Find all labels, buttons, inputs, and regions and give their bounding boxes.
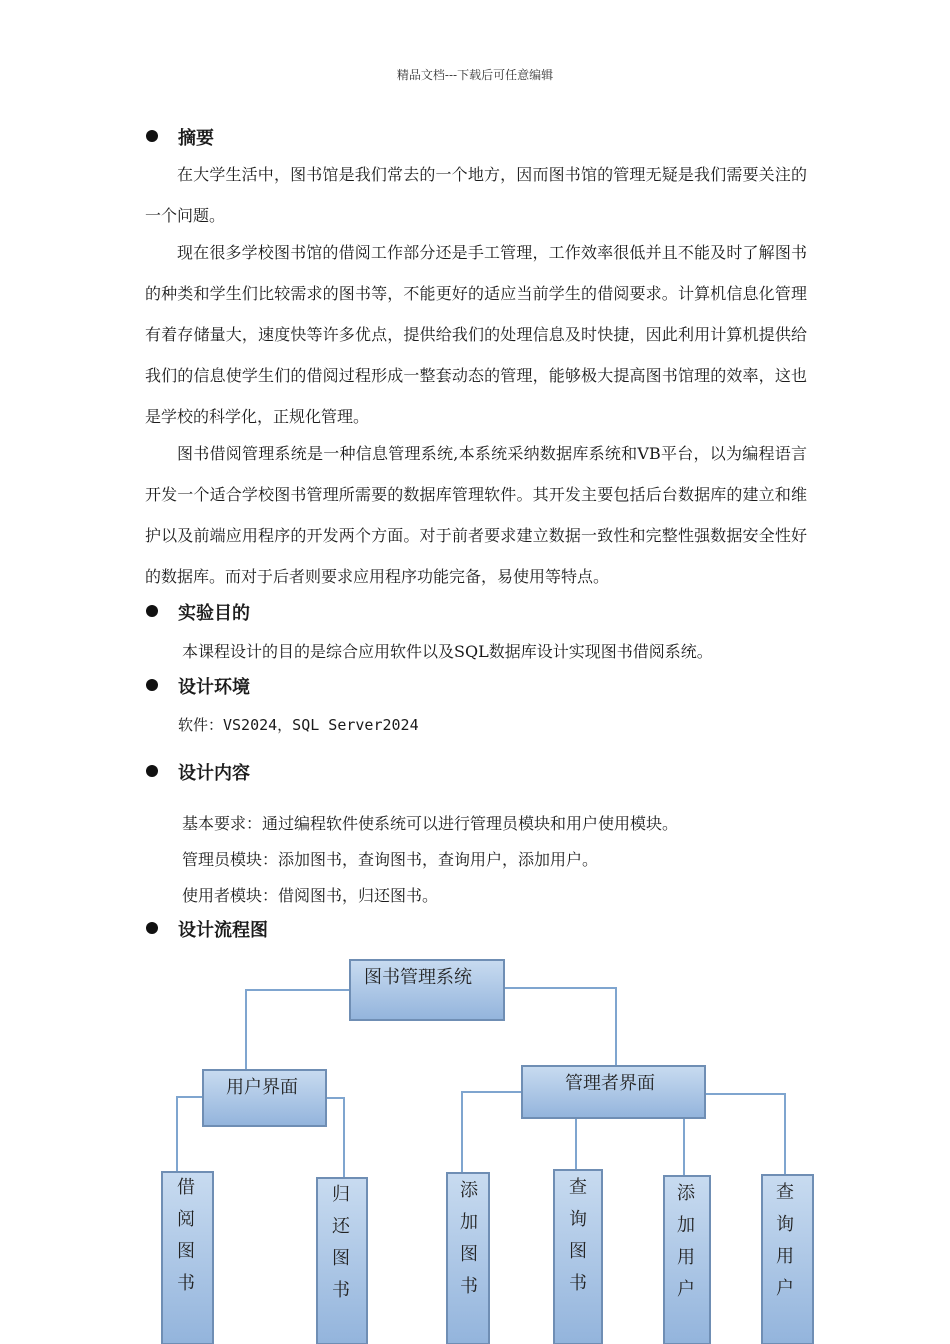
flowchart-leaf-char: 户	[677, 1279, 695, 1300]
flowchart-leaf-char: 用	[776, 1246, 794, 1267]
section-heading-environment: 设计环境	[178, 677, 250, 698]
flowchart-leaf-char: 图	[332, 1248, 350, 1269]
abstract-paragraph-3: 图书借阅管理系统是一种信息管理系统,本系统采纳数据库系统和VB平台，以为编程语言开发一个适合学校图书管理所需要的数据库管理软件。其开发主要包括后台数据库的建立和维护以及前端应用程序的开发两个方面。对于前者要求建立数据一致性和完整性强数据安全性好的数据库。而对于后者则要求应用程序功能完备，易使用等特点。	[145, 444, 807, 586]
flowchart-leaf-char: 添	[460, 1180, 478, 1201]
flowchart-leaf-char: 用	[677, 1247, 695, 1268]
flowchart-leaf-char: 书	[332, 1280, 350, 1301]
flowchart-leaf-char: 加	[460, 1212, 478, 1233]
connector-admin-right	[706, 1094, 785, 1176]
section-heading-purpose: 实验目的	[178, 603, 250, 624]
flowchart-leaf-char: 图	[177, 1241, 195, 1262]
flowchart-leaf-char: 询	[569, 1209, 587, 1230]
abstract-paragraph-2: 现在很多学校图书馆的借阅工作部分还是手工管理，工作效率很低并且不能及时了解图书的种类和学生们比较需求的图书等，不能更好的适应当前学生的借阅要求。计算机信息化管理有着存储量大，速度快等许多优点，提供给我们的处理信息及时快捷，因此利用计算机提供给我们的信息使学生们的借阅过程形成一整套动态的管理，能够极大提高图书馆理的效率，这也是学校的科学化，正规化管理。	[145, 243, 807, 426]
flowchart-leaf-char: 添	[677, 1183, 695, 1204]
bullet-icon	[146, 765, 158, 777]
flowchart-leaf-char: 归	[332, 1184, 350, 1205]
content-line-user: 使用者模块：借阅图书，归还图书。	[182, 886, 439, 905]
connector-root-right	[504, 988, 616, 1066]
flowchart-leaf-char: 图	[569, 1241, 587, 1262]
connector-user-right	[326, 1098, 344, 1180]
bullet-icon	[146, 130, 158, 142]
flowchart-admin-label: 管理者界面	[565, 1073, 655, 1094]
environment-text: 软件：VS2024，SQL Server2024	[178, 716, 419, 734]
flowchart-user-node	[203, 1070, 326, 1126]
connector-user-left	[177, 1097, 203, 1172]
flowchart-leaf-char: 加	[677, 1215, 695, 1236]
section-heading-content: 设计内容	[178, 763, 250, 784]
bullet-icon	[146, 605, 158, 617]
flowchart-leaf-char: 书	[177, 1273, 195, 1294]
flowchart-leaf-char: 查	[569, 1177, 587, 1198]
bullet-icon	[146, 922, 158, 934]
bullet-icon	[146, 679, 158, 691]
section-heading-flowchart: 设计流程图	[178, 920, 268, 941]
flowchart-leaf-char: 阅	[177, 1209, 195, 1230]
section-heading-abstract: 摘要	[178, 128, 214, 149]
flowchart-leaf-char: 还	[332, 1216, 350, 1237]
flowchart-leaf-char: 书	[569, 1273, 587, 1294]
content-line-basic: 基本要求：通过编程软件使系统可以进行管理员模块和用户使用模块。	[182, 814, 679, 833]
purpose-text: 本课程设计的目的是综合应用软件以及SQL数据库设计实现图书借阅系统。	[182, 642, 713, 661]
flowchart-leaf-char: 书	[460, 1276, 478, 1297]
abstract-paragraph-1: 在大学生活中，图书馆是我们常去的一个地方，因而图书馆的管理无疑是我们需要关注的一个问题。	[145, 165, 807, 225]
flowchart-leaf-char: 图	[460, 1244, 478, 1265]
flowchart-leaf-char: 查	[776, 1182, 794, 1203]
flowchart-leaf-char: 询	[776, 1214, 794, 1235]
content-line-admin: 管理员模块：添加图书，查询图书，查询用户，添加用户。	[182, 850, 599, 869]
flowchart-user-label: 用户界面	[226, 1077, 298, 1098]
flowchart-leaf-char: 户	[776, 1278, 794, 1299]
flowchart-admin-node	[522, 1066, 705, 1118]
flowchart-leaves	[162, 1170, 813, 1344]
page-header: 精品文档---下载后可任意编辑	[396, 68, 554, 82]
connector-root-left	[246, 990, 349, 1070]
flowchart-root-label: 图书管理系统	[364, 967, 472, 988]
flowchart-diagram	[0, 940, 950, 1344]
flowchart-leaf-char: 借	[177, 1177, 195, 1198]
connector-admin-left	[462, 1092, 521, 1175]
flowchart-root-node	[350, 960, 504, 1020]
